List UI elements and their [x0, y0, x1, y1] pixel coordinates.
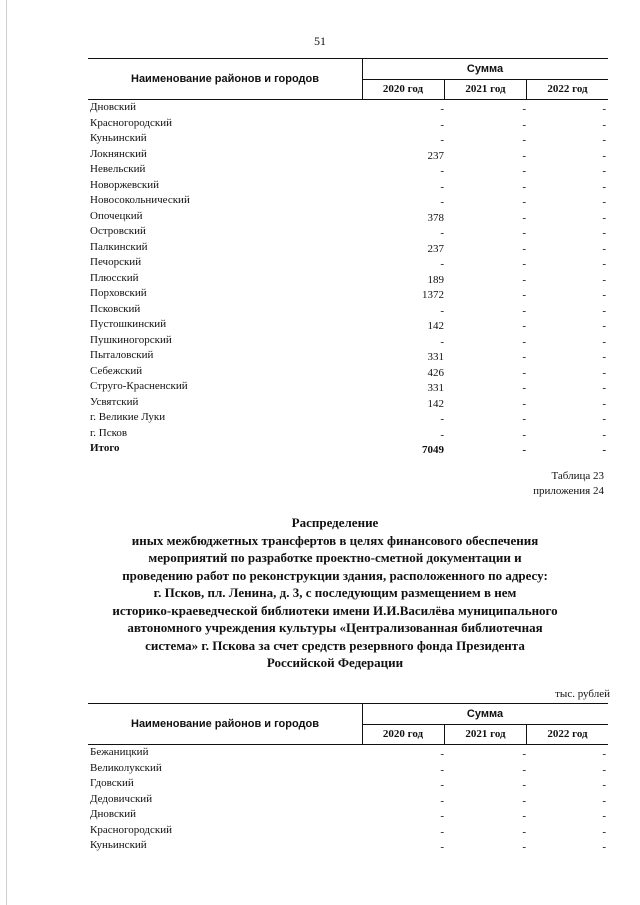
column-header-2020: 2020 год — [362, 79, 445, 99]
column-header-2020: 2020 год — [362, 724, 445, 744]
total-label: Итого — [90, 442, 120, 454]
value-2022: - — [602, 211, 606, 224]
value-2022: - — [602, 118, 606, 131]
column-header-2022: 2022 год — [547, 83, 588, 95]
value-2021: - — [522, 320, 526, 332]
value-2020: - — [440, 103, 444, 115]
value-2022: - — [602, 149, 606, 162]
value-2021: - — [522, 134, 526, 146]
table-row — [88, 410, 608, 426]
value-2020: - — [440, 779, 444, 791]
table-row — [88, 761, 608, 777]
value-2021: - — [522, 103, 526, 115]
title-line: историко-краеведческой библиотеки имени И.И.Василёва муниципального — [112, 602, 558, 618]
district-name: Локнянский — [90, 147, 147, 160]
district-name: г. Псков — [90, 426, 128, 439]
district-name: Бежаницкий — [90, 746, 149, 758]
table-row — [88, 178, 608, 194]
value-2020: 189 — [427, 273, 444, 286]
page-edge-line — [6, 0, 7, 905]
value-2020: - — [440, 196, 444, 208]
district-name: Невельский — [90, 163, 146, 175]
value-2022: - — [602, 794, 606, 807]
table-row — [88, 286, 608, 302]
value-2020: - — [440, 180, 444, 193]
value-2022: - — [602, 180, 606, 193]
district-name: Псковский — [90, 302, 141, 315]
table-2-header — [88, 703, 608, 745]
value-2020: 426 — [427, 366, 444, 379]
value-2020: 237 — [427, 149, 444, 162]
table-row — [88, 395, 608, 411]
value-2022: - — [602, 304, 606, 317]
district-name: Куньинский — [90, 132, 147, 144]
table-2-body — [88, 745, 608, 854]
value-2021: - — [522, 335, 526, 348]
column-header-2021: 2021 год — [445, 724, 527, 744]
value-2021: - — [522, 366, 526, 379]
value-2021: - — [522, 118, 526, 131]
table-row — [88, 131, 608, 147]
value-2021: - — [522, 304, 526, 317]
district-name: Усвятский — [90, 395, 139, 408]
title-line: проведению работ по реконструкции здания, расположенного по адресу: — [122, 567, 548, 583]
column-header-2022: 2022 год — [547, 728, 588, 740]
title-line: автономного учреждения культуры «Централизованная библиотечная — [127, 620, 543, 635]
table-row — [88, 745, 608, 761]
district-name: Печорский — [90, 256, 142, 268]
table-row — [88, 348, 608, 364]
value-2021: - — [522, 273, 526, 286]
district-name: Великолукский — [90, 761, 162, 774]
title-line: Распределение — [291, 515, 379, 530]
value-2022: - — [602, 320, 606, 332]
value-2020: 331 — [427, 382, 444, 394]
district-name: Дедовичский — [90, 792, 153, 805]
table-row — [88, 333, 608, 349]
title-line: мероприятий по разработке проектно-сметной документации и — [148, 550, 522, 565]
value-2021: - — [522, 242, 526, 255]
district-name: Плюсский — [90, 271, 139, 284]
value-2022: - — [602, 289, 606, 301]
value-2022: - — [602, 763, 606, 776]
district-name: Струго-Красненский — [90, 380, 188, 392]
table-row — [88, 255, 608, 271]
value-2020: 142 — [427, 320, 444, 332]
value-2020: - — [440, 748, 444, 760]
value-2022: - — [602, 841, 606, 853]
section-title — [90, 514, 580, 672]
value-2022: - — [602, 748, 606, 760]
value-2020: - — [440, 428, 444, 441]
table-2 — [88, 703, 608, 854]
district-name: Опочецкий — [90, 209, 143, 222]
district-name: Гдовский — [90, 777, 134, 789]
total-2022: - — [602, 444, 606, 456]
column-header-name: Наименование районов и городов — [88, 704, 363, 744]
district-name: Себежский — [90, 364, 143, 377]
value-2022: - — [602, 165, 606, 177]
table-row — [88, 776, 608, 792]
total-row — [88, 441, 608, 457]
value-2022: - — [602, 382, 606, 394]
title-line: Российской Федерации — [266, 655, 404, 670]
value-2021: - — [522, 841, 526, 853]
value-2022: - — [602, 134, 606, 146]
value-2020: - — [440, 227, 444, 239]
value-2021: - — [522, 149, 526, 162]
value-2022: - — [602, 428, 606, 441]
value-2020: - — [440, 118, 444, 131]
column-header-sum: Сумма — [362, 704, 608, 725]
district-name: Новоржевский — [90, 178, 160, 191]
table-1 — [88, 58, 608, 457]
value-2020: - — [440, 304, 444, 317]
value-2022: - — [602, 397, 606, 410]
value-2022: - — [602, 258, 606, 270]
district-name: Красногородский — [90, 116, 173, 129]
table-row — [88, 240, 608, 256]
table-1-body — [88, 100, 608, 441]
value-2022: - — [602, 335, 606, 348]
table-row — [88, 147, 608, 163]
value-2020: - — [440, 794, 444, 807]
column-header-sum: Сумма — [362, 59, 608, 80]
title-line: иных межбюджетных трансфертов в целях финансового обеспечения — [131, 532, 539, 548]
title-line: система» г. Пскова за счет средств резервного фонда Президента — [145, 637, 525, 653]
table-row — [88, 209, 608, 225]
value-2021: - — [522, 211, 526, 224]
table-row — [88, 193, 608, 209]
unit-label: тыс. рублей — [555, 688, 610, 700]
value-2022: - — [602, 242, 606, 255]
table-row — [88, 271, 608, 287]
column-header-2021: 2021 год — [445, 79, 527, 99]
table-row — [88, 116, 608, 132]
value-2020: - — [440, 335, 444, 348]
table-row — [88, 426, 608, 442]
table-row — [88, 792, 608, 808]
table-row — [88, 302, 608, 318]
district-name: г. Великие Луки — [90, 411, 166, 423]
district-name: Дновский — [90, 101, 137, 113]
value-2020: - — [440, 810, 444, 822]
page-number: 51 — [314, 34, 326, 48]
district-name: Палкинский — [90, 240, 148, 253]
table-row — [88, 317, 608, 333]
table-caption — [533, 469, 604, 499]
value-2022: - — [602, 413, 606, 425]
district-name: Пустошкинский — [90, 318, 167, 330]
caption-appendix: приложения 24 — [533, 485, 604, 497]
value-2021: - — [522, 180, 526, 193]
value-2022: - — [602, 227, 606, 239]
table-row — [88, 162, 608, 178]
value-2022: - — [602, 273, 606, 286]
total-2021: - — [522, 444, 526, 456]
value-2020: - — [440, 413, 444, 425]
value-2021: - — [522, 382, 526, 394]
value-2020: - — [440, 134, 444, 146]
value-2021: - — [522, 428, 526, 441]
value-2021: - — [522, 351, 526, 363]
value-2021: - — [522, 289, 526, 301]
table-1-header — [88, 58, 608, 100]
caption-table-number: Таблица 23 — [551, 470, 604, 482]
district-name: Порховский — [90, 287, 147, 299]
value-2021: - — [522, 779, 526, 791]
value-2021: - — [522, 196, 526, 208]
district-name: Пыталовский — [90, 349, 154, 361]
value-2020: 331 — [427, 351, 444, 363]
value-2021: - — [522, 810, 526, 822]
value-2022: - — [602, 351, 606, 363]
value-2021: - — [522, 748, 526, 760]
value-2020: 1372 — [422, 289, 444, 301]
table-row — [88, 823, 608, 839]
value-2021: - — [522, 258, 526, 270]
table-row — [88, 100, 608, 116]
total-2020: 7049 — [422, 444, 444, 456]
value-2020: - — [440, 841, 444, 853]
value-2021: - — [522, 227, 526, 239]
table-row — [88, 807, 608, 823]
value-2022: - — [602, 103, 606, 115]
value-2022: - — [602, 779, 606, 791]
value-2022: - — [602, 825, 606, 838]
value-2020: 378 — [427, 211, 444, 224]
district-name: Куньинский — [90, 839, 147, 851]
value-2022: - — [602, 810, 606, 822]
table-row — [88, 364, 608, 380]
value-2022: - — [602, 366, 606, 379]
value-2021: - — [522, 825, 526, 838]
value-2020: - — [440, 258, 444, 270]
value-2021: - — [522, 763, 526, 776]
value-2020: 142 — [427, 397, 444, 410]
table-row — [88, 379, 608, 395]
value-2020: - — [440, 165, 444, 177]
value-2020: 237 — [427, 242, 444, 255]
value-2021: - — [522, 165, 526, 177]
title-line: г. Псков, пл. Ленина, д. 3, с последующим размещением в нем — [153, 585, 517, 600]
value-2021: - — [522, 413, 526, 425]
district-name: Островский — [90, 225, 146, 237]
district-name: Пушкиногорский — [90, 333, 172, 346]
value-2021: - — [522, 794, 526, 807]
value-2020: - — [440, 825, 444, 838]
district-name: Новосокольнический — [90, 194, 190, 206]
district-name: Дновский — [90, 808, 137, 820]
value-2022: - — [602, 196, 606, 208]
value-2020: - — [440, 763, 444, 776]
column-header-name: Наименование районов и городов — [88, 59, 363, 99]
value-2021: - — [522, 397, 526, 410]
table-row — [88, 838, 608, 854]
district-name: Красногородский — [90, 823, 173, 836]
table-row — [88, 224, 608, 240]
